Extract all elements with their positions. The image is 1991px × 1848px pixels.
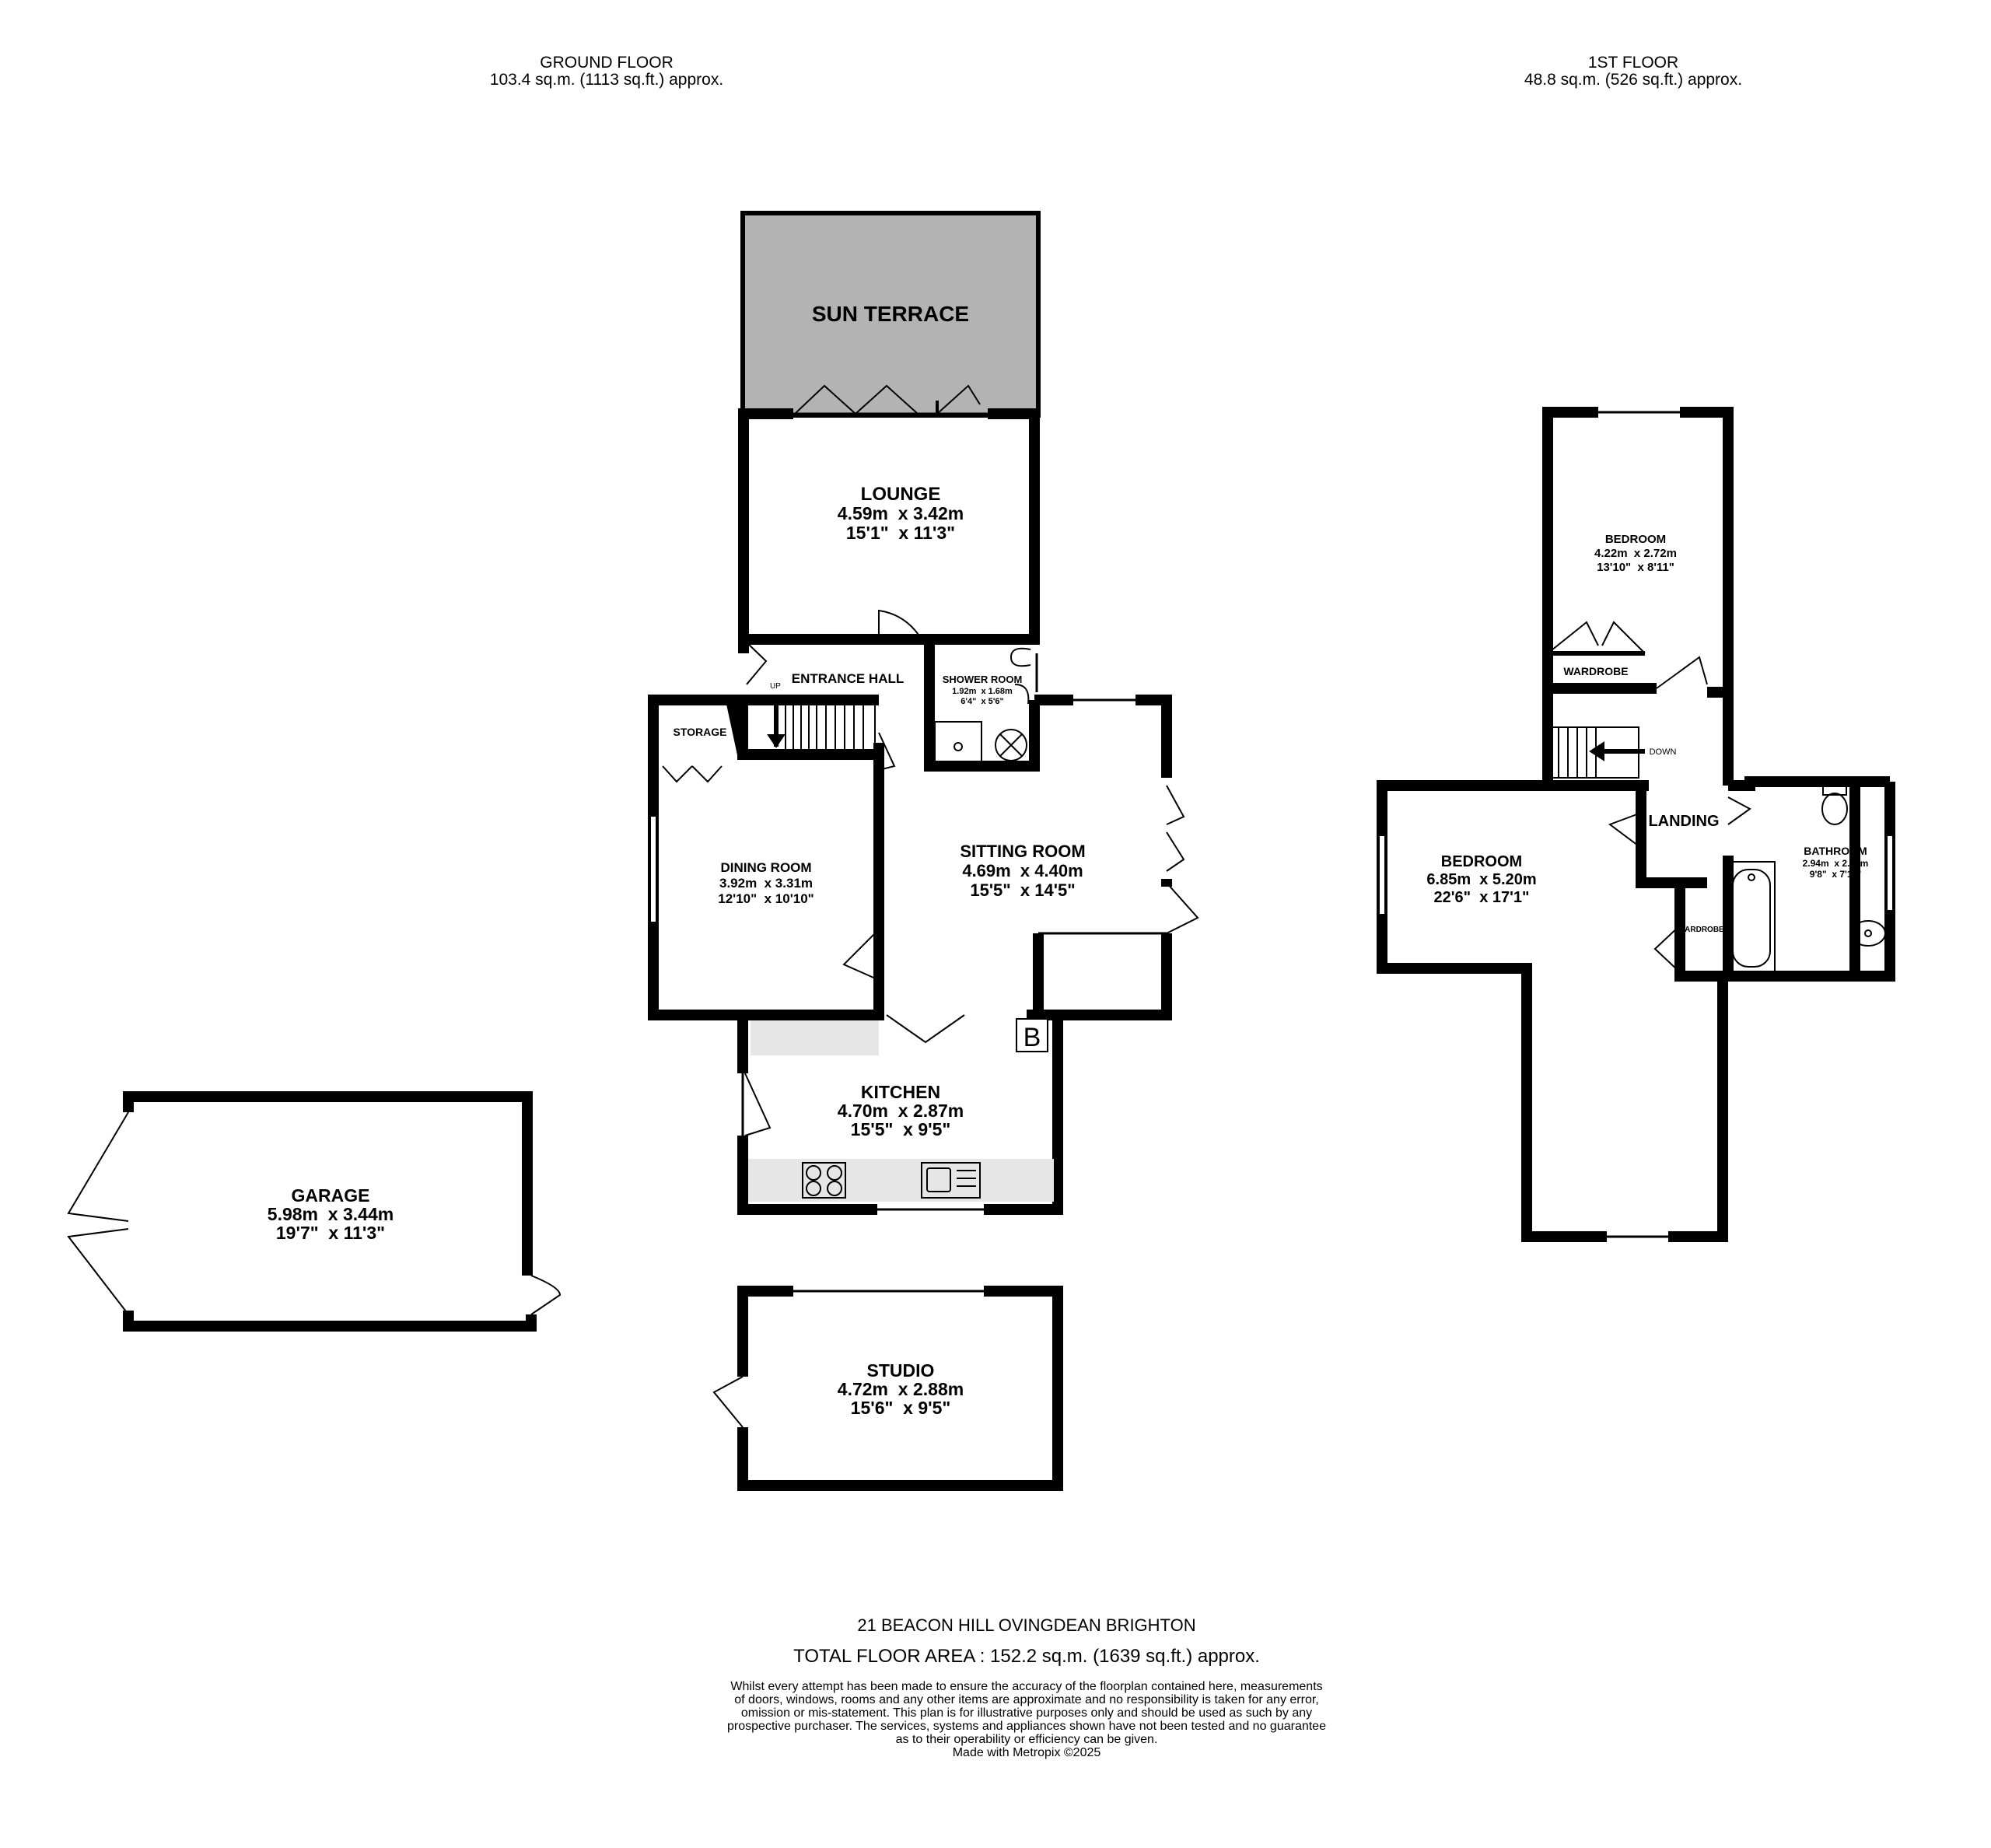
bedroom-large-walls: [1379, 786, 1723, 1237]
shower-room: [929, 649, 1037, 766]
bathroom-imperial: 9'8" x 7'11": [1809, 869, 1862, 880]
lounge-name: LOUNGE: [860, 484, 941, 505]
studio-name: STUDIO: [866, 1360, 935, 1381]
lounge-imperial: 15'1" x 11'3": [845, 523, 956, 543]
dining-room-name: DINING ROOM: [720, 860, 812, 875]
garage-metric: 5.98m x 3.44m: [267, 1204, 394, 1224]
garage-name: GARAGE: [291, 1185, 370, 1206]
sitting-room-metric: 4.69m x 4.40m: [962, 861, 1083, 880]
disclaimer-line: Whilst every attempt has been made to ensure the accuracy of the floorplan contained here, measurements: [730, 1680, 1323, 1693]
first-floor-area: 48.8 sq.m. (526 sq.ft.) approx.: [1524, 71, 1743, 89]
landing-label: LANDING: [1648, 813, 1720, 830]
stairs-up-label: UP: [770, 682, 781, 691]
studio-metric: 4.72m x 2.88m: [837, 1379, 964, 1399]
disclaimer-line: prospective purchaser. The services, systems and appliances shown have not been tested and no guarantee: [727, 1720, 1326, 1733]
shower-room-name: SHOWER ROOM: [942, 674, 1023, 685]
disclaimer-line: as to their operability or efficiency can be given.: [895, 1733, 1158, 1746]
credit-line: Made with Metropix ©2025: [952, 1746, 1101, 1759]
bedroom-small-name: BEDROOM: [1604, 533, 1667, 546]
sitting-room-french-doors: [1167, 786, 1198, 933]
bedroom-large-metric: 6.85m x 5.20m: [1426, 871, 1537, 888]
bedroom-large-name: BEDROOM: [1440, 853, 1523, 870]
dining-room-imperial: 12'10" x 10'10": [718, 891, 814, 906]
bedroom-small-metric: 4.22m x 2.72m: [1594, 547, 1677, 560]
ground-floor-area: 103.4 sq.m. (1113 sq.ft.) approx.: [489, 71, 724, 89]
storage-label: STORAGE: [673, 726, 727, 738]
studio-door: [714, 1377, 743, 1427]
kitchen-name: KITCHEN: [860, 1082, 941, 1102]
disclaimer-line: of doors, windows, rooms and any other items are approximate and no responsibility is taken for any error,: [734, 1693, 1319, 1706]
first-stairs: [1549, 727, 1645, 778]
disclaimer: [607, 1680, 1447, 1759]
wardrobe-2-label: WARDROBE: [1678, 926, 1724, 934]
bedroom-large-imperial: 22'6" x 17'1": [1433, 889, 1530, 906]
bedroom-small-imperial: 13'10" x 8'11": [1597, 561, 1674, 574]
kitchen-imperial: 15'5" x 9'5": [850, 1119, 951, 1139]
bathroom-name: BATHROOM: [1804, 845, 1867, 857]
property-address: 21 BEACON HILL OVINGDEAN BRIGHTON: [857, 1615, 1196, 1635]
shower-room-imperial: 6'4" x 5'6": [961, 697, 1004, 706]
storage-cupboard: [663, 766, 722, 782]
shower-room-metric: 1.92m x 1.68m: [952, 687, 1013, 696]
bathroom-metric: 2.94m x 2.41m: [1802, 858, 1869, 869]
wardrobe-1-label: WARDROBE: [1563, 665, 1629, 677]
disclaimer-line: omission or mis-statement. This plan is for illustrative purposes only and should be used as such by any: [740, 1706, 1313, 1720]
toilet-icon: [1822, 786, 1847, 824]
sun-terrace-label: SUN TERRACE: [811, 302, 970, 326]
sitting-room-name: SITTING ROOM: [960, 842, 1086, 861]
stairs-down-label: DOWN: [1649, 747, 1677, 757]
total-floor-area: TOTAL FLOOR AREA : 152.2 sq.m. (1639 sq.ft.) approx.: [793, 1646, 1260, 1667]
kitchen-metric: 4.70m x 2.87m: [837, 1101, 964, 1121]
ground-floor-title: GROUND FLOOR: [540, 54, 674, 72]
studio-imperial: 15'6" x 9'5": [850, 1398, 951, 1418]
garage-imperial: 19'7" x 11'3": [275, 1223, 386, 1243]
dining-room-metric: 3.92m x 3.31m: [719, 876, 814, 891]
entrance-hall-label: ENTRANCE HALL: [791, 671, 905, 686]
ground-stairs: [768, 702, 875, 753]
sitting-room-imperial: 15'5" x 14'5": [970, 880, 1076, 900]
first-floor-title: 1ST FLOOR: [1587, 54, 1679, 72]
lounge-metric: 4.59m x 3.42m: [837, 503, 964, 523]
boiler-marker: B: [1023, 1023, 1041, 1052]
bathtub-icon: [1728, 862, 1775, 972]
bedroom-small-doors: [1548, 622, 1707, 688]
